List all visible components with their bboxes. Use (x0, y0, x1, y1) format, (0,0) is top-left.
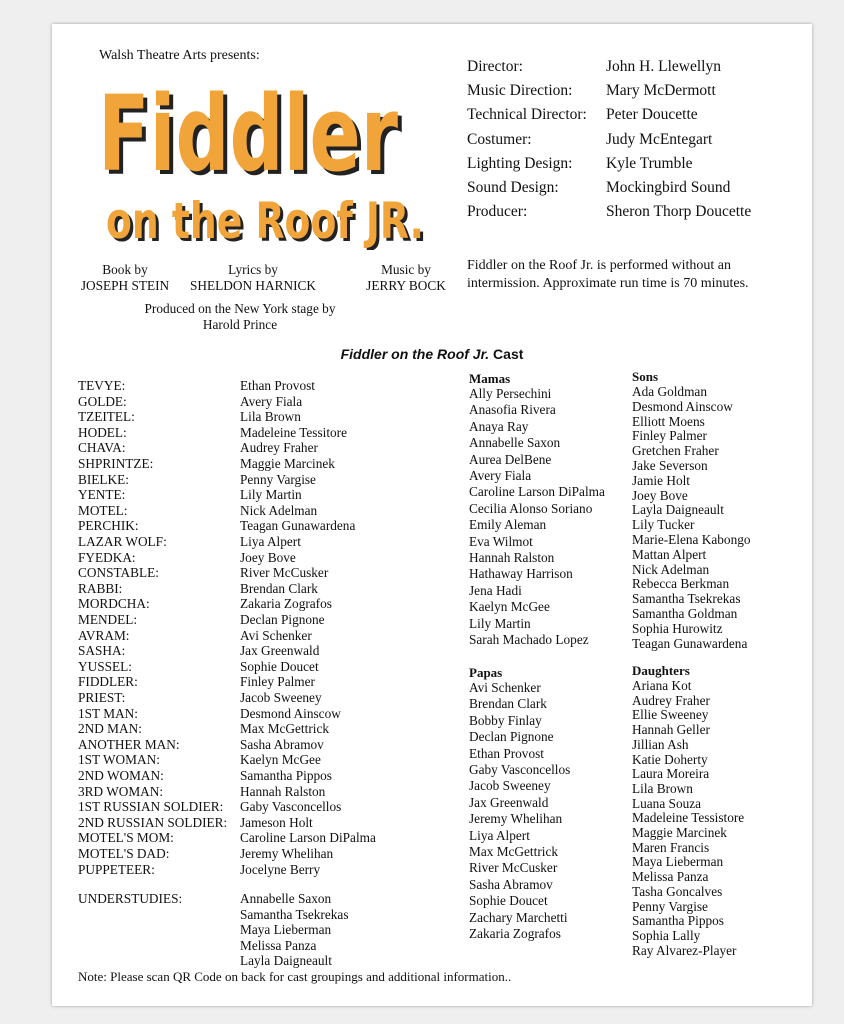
lyrics-name: SHELDON HARNICK (190, 278, 316, 293)
papas-member: Max McGettrick (469, 844, 558, 859)
cast-actor: Hannah Ralston (240, 783, 326, 799)
cast-actor: Jameson Holt (240, 814, 313, 830)
sons-member: Gretchen Fraher (632, 443, 719, 459)
cast-role: SASHA: (78, 643, 126, 659)
book-name: JOSEPH STEIN (80, 278, 170, 293)
mamas-member: Anasofia Rivera (469, 402, 556, 418)
cast-role: AVRAM: (78, 627, 130, 643)
cast-actor: Lila Brown (240, 409, 301, 425)
cast-role: BIELKE: (78, 471, 129, 487)
cast-actor: Samantha Pippos (240, 768, 332, 783)
mamas-member: Kaelyn McGee (469, 599, 550, 615)
papas-member: River McCusker (469, 860, 558, 876)
daughters-member: Katie Doherty (632, 751, 708, 767)
daughters-member: Melissa Panza (632, 869, 709, 885)
crew-name: Kyle Trumble (606, 154, 693, 172)
sons-member: Marie-Elena Kabongo (632, 532, 751, 547)
papas-member: Jax Greenwald (469, 794, 549, 810)
sons-member: Samantha Tsekrekas (632, 591, 741, 607)
cast-role: 2ND RUSSIAN SOLDIER: (78, 814, 228, 830)
papas-member: Zachary Marchetti (469, 909, 568, 925)
sons-group-title: Sons (632, 369, 659, 384)
music-label: Music by (381, 262, 431, 277)
sons-member: Samantha Goldman (632, 606, 738, 621)
mamas-member: Ally Persechini (469, 386, 552, 401)
understudy-name: Samantha Tsekrekas (240, 906, 349, 922)
cast-role: 3RD WOMAN: (78, 783, 164, 799)
papas-member: Avi Schenker (469, 680, 541, 695)
papas-member: Brendan Clark (469, 696, 547, 712)
cast-role: 1ST MAN: (78, 705, 138, 721)
cast-actor: Jeremy Whelihan (240, 846, 334, 861)
sons-member: Lily Tucker (632, 517, 695, 533)
crew-name: Sheron Thorp Doucette (606, 203, 752, 221)
cast-actor: Sophie Doucet (240, 658, 319, 674)
presents-line: Walsh Theatre Arts presents: (99, 48, 260, 63)
daughters-member: Luana Souza (632, 795, 702, 811)
daughters-member: Tasha Goncalves (632, 883, 723, 899)
lyrics-label: Lyrics by (228, 262, 278, 277)
cast-role: SHPRINTZE: (78, 456, 154, 471)
cast-actor: River McCusker (240, 565, 329, 581)
sons-member: Nick Adelman (632, 561, 710, 577)
cast-actor: Finley Palmer (240, 674, 315, 690)
cast-role: 2ND MAN: (78, 721, 142, 737)
sons-member: Teagan Gunawardena (632, 635, 748, 651)
mamas-member: Emily Aleman (469, 517, 547, 533)
daughters-member: Maya Lieberman (632, 854, 724, 870)
cast-actor: Ethan Provost (240, 378, 315, 393)
cast-title (52, 346, 812, 362)
cast-actor: Brendan Clark (240, 580, 318, 596)
cast-actor: Avery Fiala (240, 393, 303, 409)
papas-member: Gaby Vasconcellos (469, 762, 571, 777)
crew-role: Sound Design: (467, 179, 559, 196)
daughters-member: Audrey Fraher (632, 692, 710, 708)
cast-actor: Teagan Gunawardena (240, 518, 356, 534)
cast-role: GOLDE: (78, 393, 127, 409)
cast-actor: Caroline Larson DiPalma (240, 830, 376, 846)
cast-role: CHAVA: (78, 440, 126, 456)
daughters-member: Hannah Geller (632, 722, 710, 738)
cast-role: MOTEL'S DAD: (78, 846, 170, 861)
cast-role: LAZAR WOLF: (78, 534, 167, 549)
daughters-member: Sophia Lally (632, 927, 701, 943)
understudies-label: UNDERSTUDIES: (78, 891, 183, 906)
papas-member: Declan Pignone (469, 729, 554, 745)
daughters-member: Jillian Ash (632, 736, 689, 752)
cast-actor: Sasha Abramov (240, 736, 324, 752)
logo-line2: on the Roof JR. (106, 192, 424, 250)
daughters-member: Ray Alvarez-Player (632, 942, 737, 958)
cast-actor: Lily Martin (240, 487, 302, 503)
papas-member: Ethan Provost (469, 745, 544, 761)
cast-role: MORDCHA: (78, 596, 150, 612)
understudy-name: Annabelle Saxon (240, 891, 332, 906)
daughters-member: Lila Brown (632, 780, 693, 796)
mamas-member: Avery Fiala (469, 468, 532, 483)
crew-role: Costumer: (467, 130, 532, 148)
cast-role: 1ST WOMAN: (78, 752, 160, 768)
cast-role: 2ND WOMAN: (78, 768, 164, 783)
cast-actor: Penny Vargise (240, 471, 316, 487)
papas-group-title: Papas (469, 665, 503, 680)
cast-role: 1ST RUSSIAN SOLDIER: (78, 799, 224, 815)
cast-actor: Jacob Sweeney (240, 690, 322, 705)
produced-line2: Harold Prince (202, 317, 278, 332)
papas-member: Zakaria Zografos (469, 926, 561, 941)
crew-role: Music Direction: (467, 82, 573, 100)
crew-name: Mary McDermott (606, 82, 716, 100)
mamas-member: Caroline Larson DiPalma (469, 484, 605, 500)
cast-role: MOTEL'S MOM: (78, 830, 174, 846)
cast-role: HODEL: (78, 424, 127, 440)
book-credit (70, 262, 180, 294)
cast-role: YUSSEL: (78, 658, 132, 674)
logo-line1: Fiddler (98, 73, 398, 195)
mamas-member: Annabelle Saxon (469, 435, 561, 451)
daughters-member: Maggie Marcinek (632, 825, 727, 840)
mamas-member: Hannah Ralston (469, 550, 555, 565)
daughters-member: Ariana Kot (632, 678, 692, 693)
crew-role: Director: (467, 58, 523, 75)
sons-member: Sophia Hurowitz (632, 620, 723, 636)
lyrics-credit (180, 262, 326, 294)
sons-member: Jamie Holt (632, 472, 690, 488)
cast-actor: Declan Pignone (240, 612, 325, 627)
cast-role: MOTEL: (78, 502, 128, 518)
cast-actor: Desmond Ainscow (240, 705, 341, 721)
cast-actor: Nick Adelman (240, 502, 318, 518)
mamas-member: Hathaway Harrison (469, 566, 573, 582)
sons-member: Jake Severson (632, 458, 708, 473)
show-logo (90, 64, 442, 250)
logo-line1-shadow: Fiddler (102, 77, 402, 199)
music-credit (358, 262, 454, 294)
daughters-member: Penny Vargise (632, 898, 708, 914)
crew-name: Peter Doucette (606, 106, 698, 124)
papas-member: Sasha Abramov (469, 876, 553, 892)
music-name: JERRY BOCK (366, 278, 446, 293)
cast-role: TEVYE: (78, 378, 126, 393)
sons-member: Joey Bove (632, 487, 688, 503)
understudy-name: Layla Daigneault (240, 953, 332, 969)
program-page (52, 24, 812, 1006)
sons-member: Rebecca Berkman (632, 576, 730, 592)
runtime-note: Fiddler on the Roof Jr. is performed without an intermission. Approximate run time is 70 minutes. (467, 258, 749, 291)
sons-member: Finley Palmer (632, 428, 707, 444)
crew-name: Mockingbird Sound (606, 179, 731, 196)
cast-role: TZEITEL: (78, 409, 135, 425)
understudy-name: Melissa Panza (240, 937, 317, 953)
mamas-member: Sarah Machado Lopez (469, 632, 589, 647)
cast-actor: Avi Schenker (240, 627, 312, 643)
daughters-member: Madeleine Tessistore (632, 810, 745, 826)
papas-member: Liya Alpert (469, 827, 530, 843)
cast-title-show: Fiddler on the Roof Jr. (340, 346, 490, 362)
logo-line2-shadow: on the Roof JR. (109, 195, 427, 250)
cast-actor: Jax Greenwald (240, 643, 320, 659)
cast-role: YENTE: (78, 487, 126, 503)
papas-member: Jeremy Whelihan (469, 811, 563, 827)
cast-actor: Zakaria Zografos (240, 596, 332, 612)
mamas-member: Aurea DelBene (469, 451, 552, 467)
cast-role: CONSTABLE: (78, 565, 159, 581)
produced-line1: Produced on the New York stage by (144, 301, 336, 316)
footer-note: Note: Please scan QR Code on back for cast groupings and additional information.. (78, 969, 512, 984)
daughters-member: Ellie Sweeney (632, 707, 709, 723)
papas-member: Sophie Doucet (469, 893, 548, 909)
daughters-member: Maren Francis (632, 839, 710, 855)
sons-member: Mattan Alpert (632, 546, 707, 562)
crew-role: Producer: (467, 203, 528, 221)
cast-actor: Joey Bove (240, 549, 296, 565)
daughters-group-title: Daughters (632, 663, 690, 678)
cast-actor: Audrey Fraher (240, 440, 318, 456)
cast-role: PRIEST: (78, 690, 126, 705)
cast-actor: Max McGettrick (240, 721, 329, 737)
papas-member: Jacob Sweeney (469, 778, 551, 794)
cast-role: FYEDKA: (78, 549, 136, 565)
mamas-member: Anaya Ray (469, 418, 529, 434)
cast-role: RABBI: (78, 580, 123, 596)
cast-role: PUPPETEER: (78, 861, 155, 877)
daughters-member: Laura Moreira (632, 766, 710, 782)
mamas-group-title: Mamas (469, 371, 511, 386)
papas-member: Bobby Finlay (469, 712, 542, 728)
cast-role: FIDDLER: (78, 674, 138, 690)
cast-role: MENDEL: (78, 612, 138, 627)
crew-role: Technical Director: (467, 106, 587, 124)
sons-member: Desmond Ainscow (632, 398, 733, 414)
sons-member: Layla Daigneault (632, 502, 724, 518)
daughters-member: Samantha Pippos (632, 913, 724, 929)
producer-credit (90, 301, 390, 333)
crew-name: John H. Llewellyn (606, 58, 721, 75)
cast-role: PERCHIK: (78, 518, 139, 534)
cast-title-suffix: Cast (489, 346, 524, 362)
crew-name: Judy McEntegart (606, 130, 713, 148)
sons-member: Elliott Moens (632, 413, 705, 429)
mamas-member: Cecilia Alonso Soriano (469, 500, 593, 516)
cast-actor: Kaelyn McGee (240, 752, 321, 768)
cast-role: ANOTHER MAN: (78, 736, 180, 752)
cast-actor: Madeleine Tessitore (240, 424, 348, 440)
understudy-name: Maya Lieberman (240, 922, 332, 938)
cast-actor: Gaby Vasconcellos (240, 799, 342, 815)
sons-member: Ada Goldman (632, 384, 707, 399)
cast-actor: Jocelyne Berry (240, 861, 321, 877)
book-label: Book by (102, 262, 148, 277)
cast-actor: Maggie Marcinek (240, 456, 335, 471)
mamas-member: Jena Hadi (469, 582, 522, 598)
crew-role: Lighting Design: (467, 154, 573, 172)
mamas-member: Lily Martin (469, 615, 531, 631)
mamas-member: Eva Wilmot (469, 533, 533, 549)
cast-actor: Liya Alpert (240, 534, 301, 549)
